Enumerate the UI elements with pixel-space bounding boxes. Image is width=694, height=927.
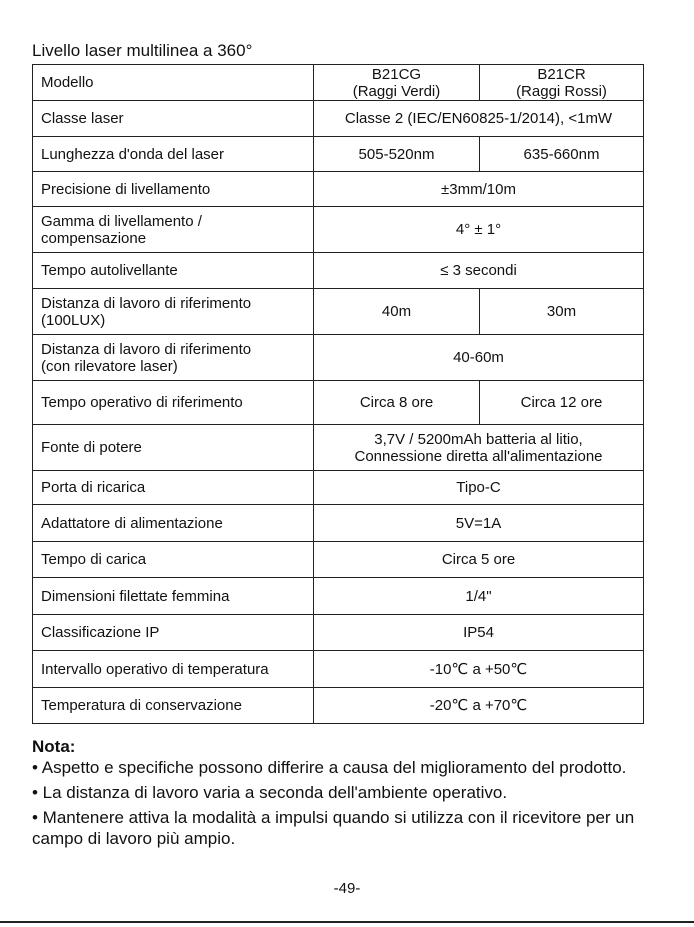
spec-value: [314, 335, 644, 381]
spec-value: [314, 207, 644, 253]
spec-value-line: 5V=1A: [455, 514, 502, 532]
spec-label-line: Distanza di lavoro di riferimento: [41, 294, 252, 312]
spec-label: [33, 253, 314, 289]
table-row: [33, 172, 644, 207]
table-row: [33, 542, 644, 578]
spec-label-line: Tempo autolivellante: [41, 262, 178, 279]
spec-label: [33, 381, 314, 425]
spec-label: [33, 335, 314, 381]
spec-value-line: Tipo-C: [456, 479, 501, 496]
bottom-rule: [0, 921, 694, 923]
spec-label: [33, 471, 314, 505]
table-row: [33, 335, 644, 381]
spec-label-line: Temperatura di conservazione: [41, 697, 242, 714]
spec-value: [314, 688, 644, 724]
spec-value-line: ±3mm/10m: [441, 180, 516, 198]
spec-label-line: Tempo di carica: [41, 551, 147, 568]
spec-label: [33, 651, 314, 688]
spec-label: [33, 688, 314, 724]
spec-value: [314, 505, 644, 542]
spec-table-body: [33, 65, 644, 724]
table-row: [33, 289, 644, 335]
spec-value-line: 40-60m: [453, 349, 504, 366]
spec-value: [314, 172, 644, 207]
note-item: • La distanza di lavoro varia a seconda dell'ambiente operativo.: [32, 783, 508, 802]
table-row: [33, 471, 644, 505]
spec-label: [33, 101, 314, 137]
spec-value-line: Circa 5 ore: [441, 551, 516, 568]
spec-value: [314, 101, 644, 137]
spec-label: [33, 615, 314, 651]
spec-label-line: (con rilevatore laser): [41, 357, 178, 375]
table-row: [33, 688, 644, 724]
table-row: [33, 578, 644, 615]
spec-value-line: ≤ 3 secondi: [440, 262, 517, 279]
spec-value: [314, 542, 644, 578]
spec-label-line: (100LUX): [41, 311, 106, 329]
page-number: -49-: [333, 880, 361, 897]
spec-label-line: Dimensioni filettate femmina: [41, 587, 230, 605]
spec-value-model-1: Circa 8 ore: [314, 381, 480, 425]
header-model-1-line-1: B21CG: [371, 65, 422, 83]
note-item: • Aspetto e specifiche possono differire a causa del miglioramento del prodotto.: [32, 758, 627, 777]
spec-value-line: 1/4": [465, 587, 492, 605]
spec-value-line: 4° ± 1°: [455, 221, 502, 238]
spec-table: [32, 64, 644, 724]
table-row: [33, 101, 644, 137]
spec-label-line: Classe laser: [41, 110, 124, 127]
spec-label: [33, 425, 314, 471]
spec-label-line: Tempo operativo di riferimento: [41, 394, 243, 411]
spec-label-line: Intervallo operativo di temperatura: [41, 660, 269, 678]
spec-value-line: Classe 2 (IEC/EN60825-1/2014), <1mW: [344, 110, 613, 127]
table-header-row: [33, 65, 644, 101]
table-row: [33, 207, 644, 253]
table-row: [33, 381, 644, 425]
spec-value-line: -10℃ a +50℃: [429, 660, 528, 678]
spec-label: [33, 289, 314, 335]
spec-label-line: Precisione di livellamento: [41, 180, 211, 198]
spec-value-model-2: Circa 12 ore: [480, 381, 644, 425]
spec-label: [33, 578, 314, 615]
page-title: Livello laser multilinea a 360°: [32, 41, 253, 60]
spec-label-line: Porta di ricarica: [41, 479, 146, 496]
table-row: [33, 651, 644, 688]
header-model-1: [314, 65, 480, 101]
spec-label-line: Fonte di potere: [41, 439, 142, 456]
notes-section: [32, 736, 642, 849]
spec-label-line: Gamma di livellamento /: [41, 212, 202, 230]
spec-label: [33, 505, 314, 542]
spec-value: [314, 615, 644, 651]
header-model-2-line-2: (Raggi Rossi): [516, 82, 607, 100]
spec-value-line: -20℃ a +70℃: [429, 697, 528, 714]
spec-label-line: Lunghezza d'onda del laser: [41, 145, 225, 163]
table-row: [33, 253, 644, 289]
spec-value-line: IP54: [463, 624, 494, 641]
table-row: [33, 137, 644, 172]
note-item: • Mantenere attiva la modalità a impulsi quando si utilizza con il ricevitore per un campo di lavoro più ampio.: [32, 808, 635, 848]
spec-label: [33, 207, 314, 253]
spec-label: [33, 542, 314, 578]
spec-value-model-2: 635-660nm: [480, 137, 644, 172]
spec-label: [33, 137, 314, 172]
spec-label-line: Classificazione IP: [41, 624, 160, 641]
spec-value: [314, 578, 644, 615]
spec-value: [314, 253, 644, 289]
spec-value-model-1: 505-520nm: [314, 137, 480, 172]
spec-value-line: 3,7V / 5200mAh batteria al litio,: [374, 430, 583, 448]
spec-value-line: Connessione diretta all'alimentazione: [354, 447, 603, 465]
header-model-2-line-1: B21CR: [537, 65, 586, 83]
spec-label-line: Distanza di lavoro di riferimento: [41, 340, 252, 358]
spec-value-model-1: 40m: [314, 289, 480, 335]
table-row: [33, 425, 644, 471]
spec-value: [314, 471, 644, 505]
spec-value-model-2: 30m: [480, 289, 644, 335]
table-row: [33, 505, 644, 542]
notes-title: Nota:: [32, 737, 76, 756]
spec-value: [314, 651, 644, 688]
header-model-1-line-2: (Raggi Verdi): [352, 82, 441, 100]
spec-label-line: Adattatore di alimentazione: [41, 514, 223, 532]
spec-label-line: compensazione: [41, 229, 147, 247]
spec-value: [314, 425, 644, 471]
spec-label: [33, 172, 314, 207]
header-label: Modello: [33, 65, 314, 101]
header-model-2: [480, 65, 644, 101]
table-row: [33, 615, 644, 651]
